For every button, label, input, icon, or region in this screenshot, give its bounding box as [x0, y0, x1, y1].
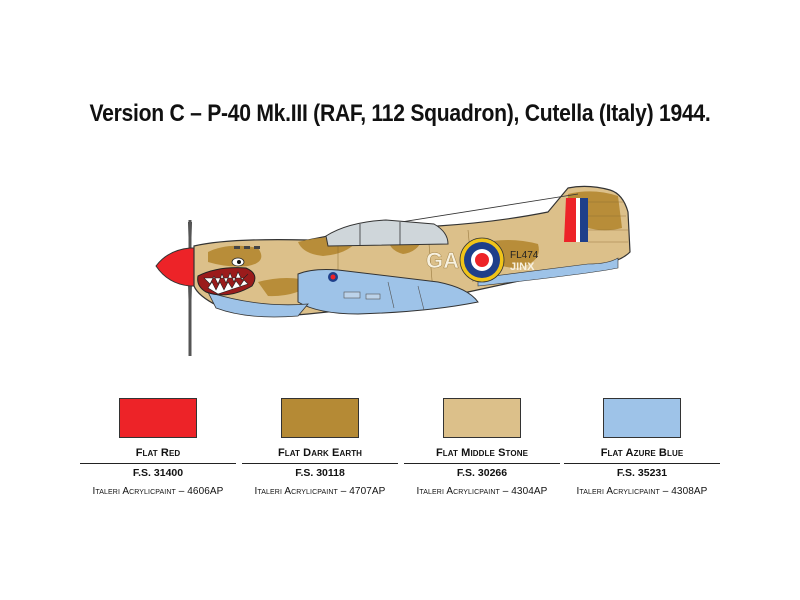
- propeller: [188, 220, 192, 356]
- fs-code: F.S. 31400: [132, 467, 184, 479]
- color-swatch: [443, 398, 521, 438]
- color-name: Flat Dark Earth: [277, 447, 363, 459]
- divider: [564, 463, 720, 464]
- aircraft-profile-drawing: [148, 182, 648, 362]
- raf-roundel: [460, 238, 504, 282]
- divider: [80, 463, 236, 464]
- fin-flash: [564, 198, 588, 242]
- color-item-flat-middle-stone: [404, 398, 560, 498]
- color-legend: [80, 398, 720, 508]
- color-swatch: [603, 398, 681, 438]
- color-item-flat-red: [80, 398, 236, 498]
- color-item-flat-dark-earth: [242, 398, 398, 498]
- color-swatch: [281, 398, 359, 438]
- fs-code: F.S. 35231: [616, 467, 668, 479]
- serial-number: FL474: [510, 250, 539, 261]
- page-title: Version C – P-40 Mk.III (RAF, 112 Squadron), Cutella (Italy) 1944.: [89, 100, 711, 127]
- canopy: [326, 220, 448, 246]
- spinner: [156, 248, 194, 286]
- paint-reference: Italeri Acrylicpaint – 4606AP: [92, 486, 224, 497]
- color-name: Flat Middle Stone: [435, 447, 529, 459]
- divider: [242, 463, 398, 464]
- color-item-flat-azure-blue: [564, 398, 720, 498]
- fuselage-codes: GA: [426, 248, 459, 273]
- color-name: Flat Azure Blue: [600, 447, 684, 459]
- fs-code: F.S. 30266: [456, 467, 508, 479]
- paint-reference: Italeri Acrylicpaint – 4707AP: [254, 486, 386, 497]
- color-name: Flat Red: [135, 447, 181, 459]
- aircraft-illustration: [148, 182, 648, 362]
- color-swatch: [119, 398, 197, 438]
- paint-reference: Italeri Acrylicpaint – 4308AP: [576, 486, 708, 497]
- divider: [404, 463, 560, 464]
- paint-reference: Italeri Acrylicpaint – 4304AP: [416, 486, 548, 497]
- aircraft-name: JINX: [510, 261, 535, 273]
- fs-code: F.S. 30118: [295, 467, 345, 479]
